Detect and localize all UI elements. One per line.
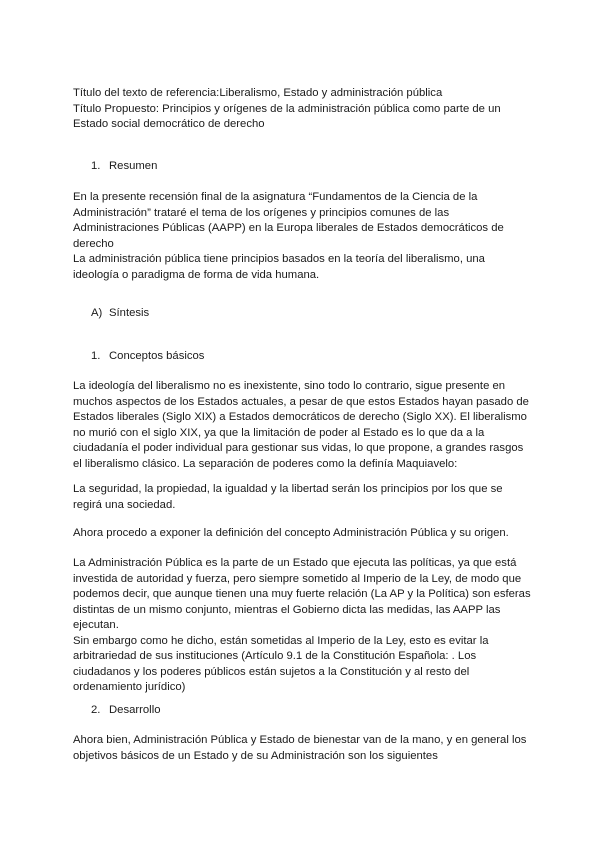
paragraph: Ahora bien, Administración Pública y Estado de bienestar van de la mano, y en general los objetivos básicos de un Estado y de su Administración son los siguientes <box>73 734 527 762</box>
paragraph: La Administración Pública es la parte de un Estado que ejecuta las políticas, ya que está investida de autoridad y fuerza, pero siempre sometido al Imperio de la Ley, de modo que podemos decir, que aunque tienen una muy fuerte relación (La AP y la Política) son esferas distintas de un mismo conjunto, mientras el Gobierno dicta las medidas, las AAPP las ejecutan. <box>73 557 531 631</box>
section-number: 1. <box>91 160 101 172</box>
section-number: A) <box>91 307 103 319</box>
paragraph-principios <box>73 482 533 513</box>
paragraph-liberalismo <box>73 379 533 472</box>
reference-title: Título del texto de referencia:Liberalismo, Estado y administración pública <box>73 87 443 99</box>
paragraph: Ahora procedo a exponer la definición del concepto Administración Pública y su origen. <box>73 527 509 539</box>
section-title: Desarrollo <box>109 704 161 716</box>
section-number: 1. <box>91 350 101 362</box>
section-title: Conceptos básicos <box>109 350 205 362</box>
paragraph: La administración pública tiene principios basados en la teoría del liberalismo, una ideología o paradigma de forma de vida humana. <box>73 253 485 281</box>
subsection-heading-desarrollo <box>91 703 160 719</box>
paragraph-administracion <box>73 556 533 696</box>
section-heading-sintesis <box>91 306 149 322</box>
section-heading-resumen <box>91 159 157 175</box>
section-resumen-body <box>73 190 533 283</box>
subsection-heading-conceptos <box>91 349 204 365</box>
proposed-title-line: Título Propuesto: Principios y orígenes de la administración pública como parte de un <box>73 102 501 115</box>
paragraph: Sin embargo como he dicho, están sometidas al Imperio de la Ley, esto es evitar la arbitrariedad de sus instituciones (Artículo 9.1 de la Constitución Española: . Los ciudadanos y los poderes públicos están sujetos a la Constitución y al resto del ordenamiento jurídico) <box>73 634 489 693</box>
paragraph: En la presente recensión final de la asignatura “Fundamentos de la Ciencia de la Administración” trataré el tema de los orígenes y principios comunes de las Administraciones Públicas (AAPP) en la Europa liberales de Estados democráticos de derecho <box>73 191 504 250</box>
paragraph-desarrollo <box>73 733 533 764</box>
paragraph-definicion <box>73 526 533 542</box>
section-number: 2. <box>91 704 101 716</box>
section-title: Resumen <box>109 160 158 172</box>
proposed-title-continuation: Estado social democrático de derecho <box>73 118 265 130</box>
document-header <box>73 86 533 133</box>
paragraph: La ideología del liberalismo no es inexistente, sino todo lo contrario, sigue presente en muchos aspectos de los Estados actuales, a pesar de que estos Estados hayan pasado de Estados liberales (Siglo XIX) a Estados democráticos de derecho (Siglo XX). El liberalismo no murió con el siglo XIX, ya que la limitación de poder al Estado es lo que da a la ciudadanía el poder individual para gestionar sus vidas, lo que propone, a grandes rasgos el liberalismo clásico. La separación de poderes como la definía Maquiavelo: <box>73 380 529 470</box>
paragraph: La seguridad, la propiedad, la igualdad y la libertad serán los principios por los que se regirá una sociedad. <box>73 483 503 511</box>
section-title: Síntesis <box>109 307 150 319</box>
